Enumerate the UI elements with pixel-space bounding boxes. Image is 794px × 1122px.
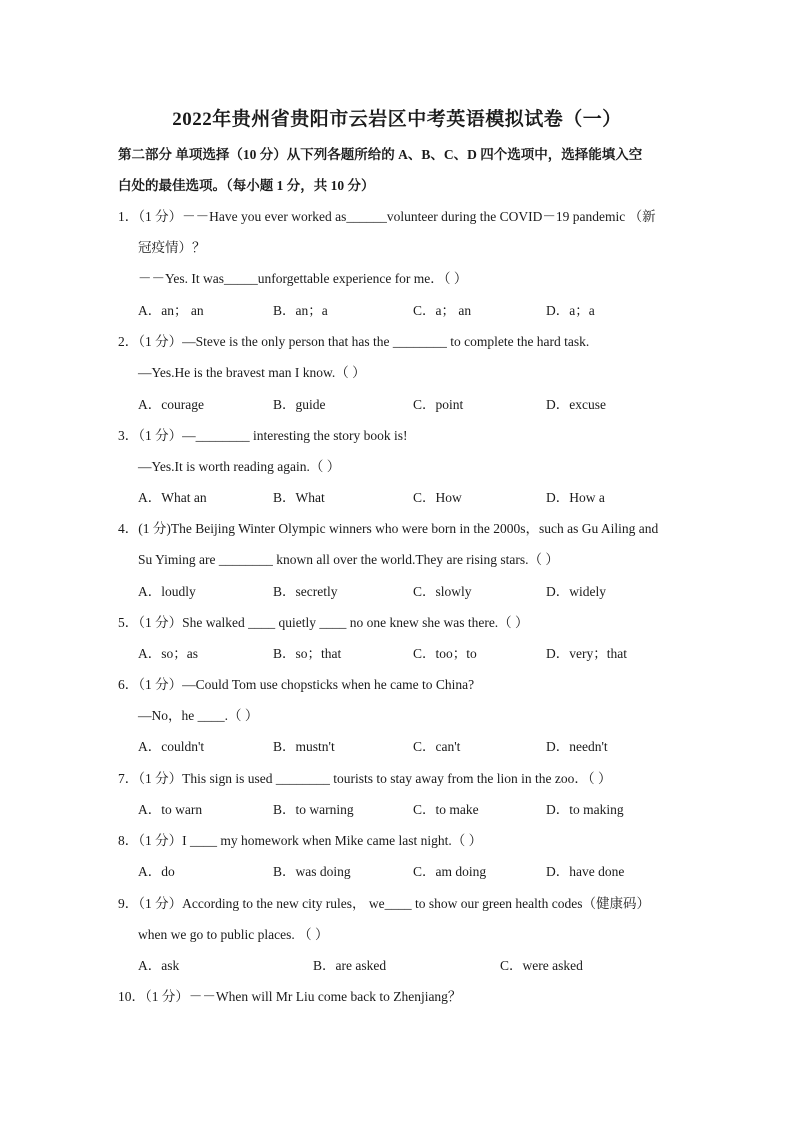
question-8-option-b[interactable]: B．was doing [273, 864, 351, 879]
question-2-option-a[interactable]: A．courage [138, 397, 204, 412]
question-1-option-b[interactable]: B．an；a [273, 303, 328, 318]
question-8-line-1: 8．（1 分）I ____ my homework when Mike came last night.（ ） [118, 833, 483, 848]
question-6-option-b[interactable]: B．mustn't [273, 739, 335, 754]
question-5-option-a[interactable]: A．so；as [138, 646, 198, 661]
question-9-line-1: 9．（1 分）According to the new city rules， we____ to show our green health codes（健康码） [118, 896, 651, 911]
question-9-option-a[interactable]: A．ask [138, 958, 180, 973]
question-8-option-c[interactable]: C．am doing [413, 864, 487, 879]
question-1-option-a[interactable]: A．an； an [138, 303, 204, 318]
question-7-option-d[interactable]: D．to making [546, 802, 624, 817]
question-3-option-a[interactable]: A．What an [138, 490, 207, 505]
question-6-option-d[interactable]: D．needn't [546, 739, 608, 754]
question-1-line-1: 1．（1 分）－－Have you ever worked as______volunteer during the COVID－19 pandemic （新 [118, 209, 656, 224]
section-instructions-line-1: 第二部分 单项选择（10 分）从下列各题所给的 A、B、C、D 四个选项中，选择能填入空 [118, 147, 643, 162]
question-5-option-d[interactable]: D．very；that [546, 646, 627, 661]
question-2-option-c[interactable]: C．point [413, 397, 464, 412]
question-3-option-b[interactable]: B．What [273, 490, 325, 505]
question-4-option-c[interactable]: C．slowly [413, 584, 472, 599]
question-5-option-c[interactable]: C．too；to [413, 646, 477, 661]
question-3-line-1: 3．（1 分）—________ interesting the story book is! [118, 428, 408, 443]
question-2-line-1: 2．（1 分）—Steve is the only person that has the ________ to complete the hard task. [118, 334, 590, 349]
question-7-option-c[interactable]: C．to make [413, 802, 479, 817]
question-2-line-2: —Yes.He is the bravest man I know.（ ） [138, 365, 366, 380]
question-1-option-c[interactable]: C．a； an [413, 303, 472, 318]
question-7-line-1: 7．（1 分）This sign is used ________ tourists to stay away from the lion in the zoo．（ ） [118, 771, 612, 786]
question-1-line-2: 冠疫情）？ [138, 240, 206, 255]
question-7-option-b[interactable]: B．to warning [273, 802, 354, 817]
question-2-option-b[interactable]: B．guide [273, 397, 326, 412]
question-10-line-1: 10．（1 分）－－When will Mr Liu come back to Zhenjiang？ [118, 989, 462, 1004]
question-4-option-d[interactable]: D．widely [546, 584, 606, 599]
question-8-option-d[interactable]: D．have done [546, 864, 625, 879]
question-6-option-a[interactable]: A．couldn't [138, 739, 205, 754]
question-8-option-a[interactable]: A．do [138, 864, 175, 879]
question-2-option-d[interactable]: D．excuse [546, 397, 606, 412]
question-5-line-1: 5．（1 分）She walked ____ quietly ____ no one knew she was there.（ ） [118, 615, 529, 630]
question-4-line-1: 4．(1 分)The Beijing Winter Olympic winners who were born in the 2000s，such as Gu Ailing and [118, 521, 659, 536]
question-4-option-b[interactable]: B．secretly [273, 584, 338, 599]
question-7-option-a[interactable]: A．to warn [138, 802, 203, 817]
question-9-option-c[interactable]: C．were asked [500, 958, 583, 973]
question-9-option-b[interactable]: B．are asked [313, 958, 387, 973]
question-6-line-2: —No，he ____.（ ） [138, 708, 259, 723]
question-3-option-d[interactable]: D．How a [546, 490, 605, 505]
question-4-option-a[interactable]: A．loudly [138, 584, 196, 599]
question-3-option-c[interactable]: C．How [413, 490, 462, 505]
question-1-line-3: －－Yes. It was_____unforgettable experience for me．（ ） [138, 271, 468, 286]
page-title: 2022年贵州省贵阳市云岩区中考英语模拟试卷（一） [172, 109, 622, 130]
question-5-option-b[interactable]: B．so；that [273, 646, 342, 661]
question-6-option-c[interactable]: C．can't [413, 739, 461, 754]
question-9-line-2: when we go to public places. （ ） [138, 927, 329, 942]
section-instructions-line-2: 白处的最佳选项。（每小题 1 分，共 10 分） [118, 178, 375, 193]
question-3-line-2: —Yes.It is worth reading again.（ ） [138, 459, 341, 474]
question-6-line-1: 6．（1 分）—Could Tom use chopsticks when he came to China? [118, 677, 475, 692]
question-1-option-d[interactable]: D．a；a [546, 303, 595, 318]
question-4-line-2: Su Yiming are ________ known all over the world.They are rising stars.（ ） [138, 552, 559, 567]
